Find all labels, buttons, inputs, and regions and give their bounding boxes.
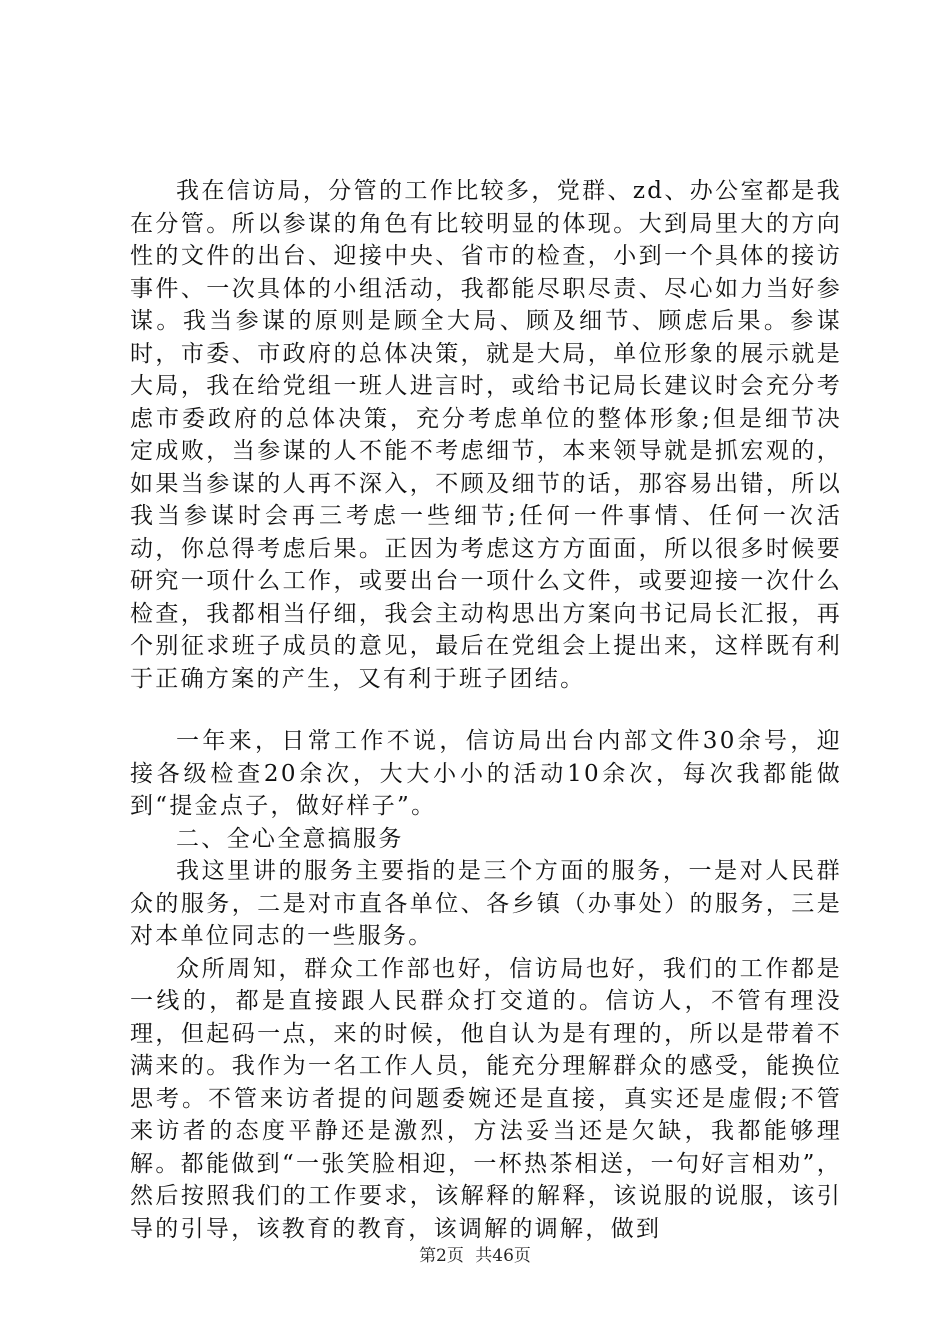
document-body <box>130 175 842 1245</box>
page-footer <box>0 1241 950 1266</box>
paragraph-3: 我这里讲的服务主要指的是三个方面的服务，一是对人民群众的服务，二是对市直各单位、各乡镇（办事处）的服务，三是对本单位同志的一些服务。 <box>130 858 842 949</box>
section-heading: 二、全心全意搞服务 <box>176 825 404 852</box>
page-number: 第2页 <box>419 1246 464 1266</box>
paragraph-2: 一年来，日常工作不说，信访局出台内部文件30余号，迎接各级检查20余次，大大小小的活动10余次，每次我都能做到“提金点子，做好样子”。 <box>130 728 842 819</box>
paragraph-1: 我在信访局，分管的工作比较多，党群、zd、办公室都是我在分管。所以参谋的角色有比较明显的体现。大到局里大的方向性的文件的出台、迎接中央、省市的检查，小到一个具体的接访事件、一次具体的小组活动，我都能尽职尽责、尽心如力当好参谋。我当参谋的原则是顾全大局、顾及细节、顾虑后果。参谋时，市委、市政府的总体决策，就是大局，单位形象的展示就是大局，我在给党组一班人进言时，或给书记局长建议时会充分考虑市委政府的总体决策，充分考虑单位的整体形象;但是细节决定成败，当参谋的人不能不考虑细节，本来领导就是抓宏观的，如果当参谋的人再不深入，不顾及细节的话，那容易出错，所以我当参谋时会再三考虑一些细节;任何一件事情、任何一次活动，你总得考虑后果。正因为考虑这方方面面，所以很多时候要研究一项什么工作，或要出台一项什么文件，或要迎接一次什么检查，我都相当仔细，我会主动构思出方案向书记局长汇报，再个别征求班子成员的意见，最后在党组会上提出来，这样既有利于正确方案的产生，又有利于班子团结。 <box>130 178 842 692</box>
page-total: 共46页 <box>475 1246 531 1266</box>
paragraph-4: 众所周知，群众工作部也好，信访局也好，我们的工作都是一线的，都是直接跟人民群众打交道的。信访人，不管有理没理，但起码一点，来的时候，他自认为是有理的，所以是带着不满来的。我作为一名工作人员，能充分理解群众的感受，能换位思考。不管来访者提的问题委婉还是直接，真实还是虚假;不管来访者的态度平静还是激烈，方法妥当还是欠缺，我都能够理解。都能做到“一张笑脸相迎，一杯热茶相送，一句好言相劝”，然后按照我们的工作要求，该解释的解释，该说服的说服，该引导的引导，该教育的教育，该调解的调解，做到 <box>130 955 842 1242</box>
